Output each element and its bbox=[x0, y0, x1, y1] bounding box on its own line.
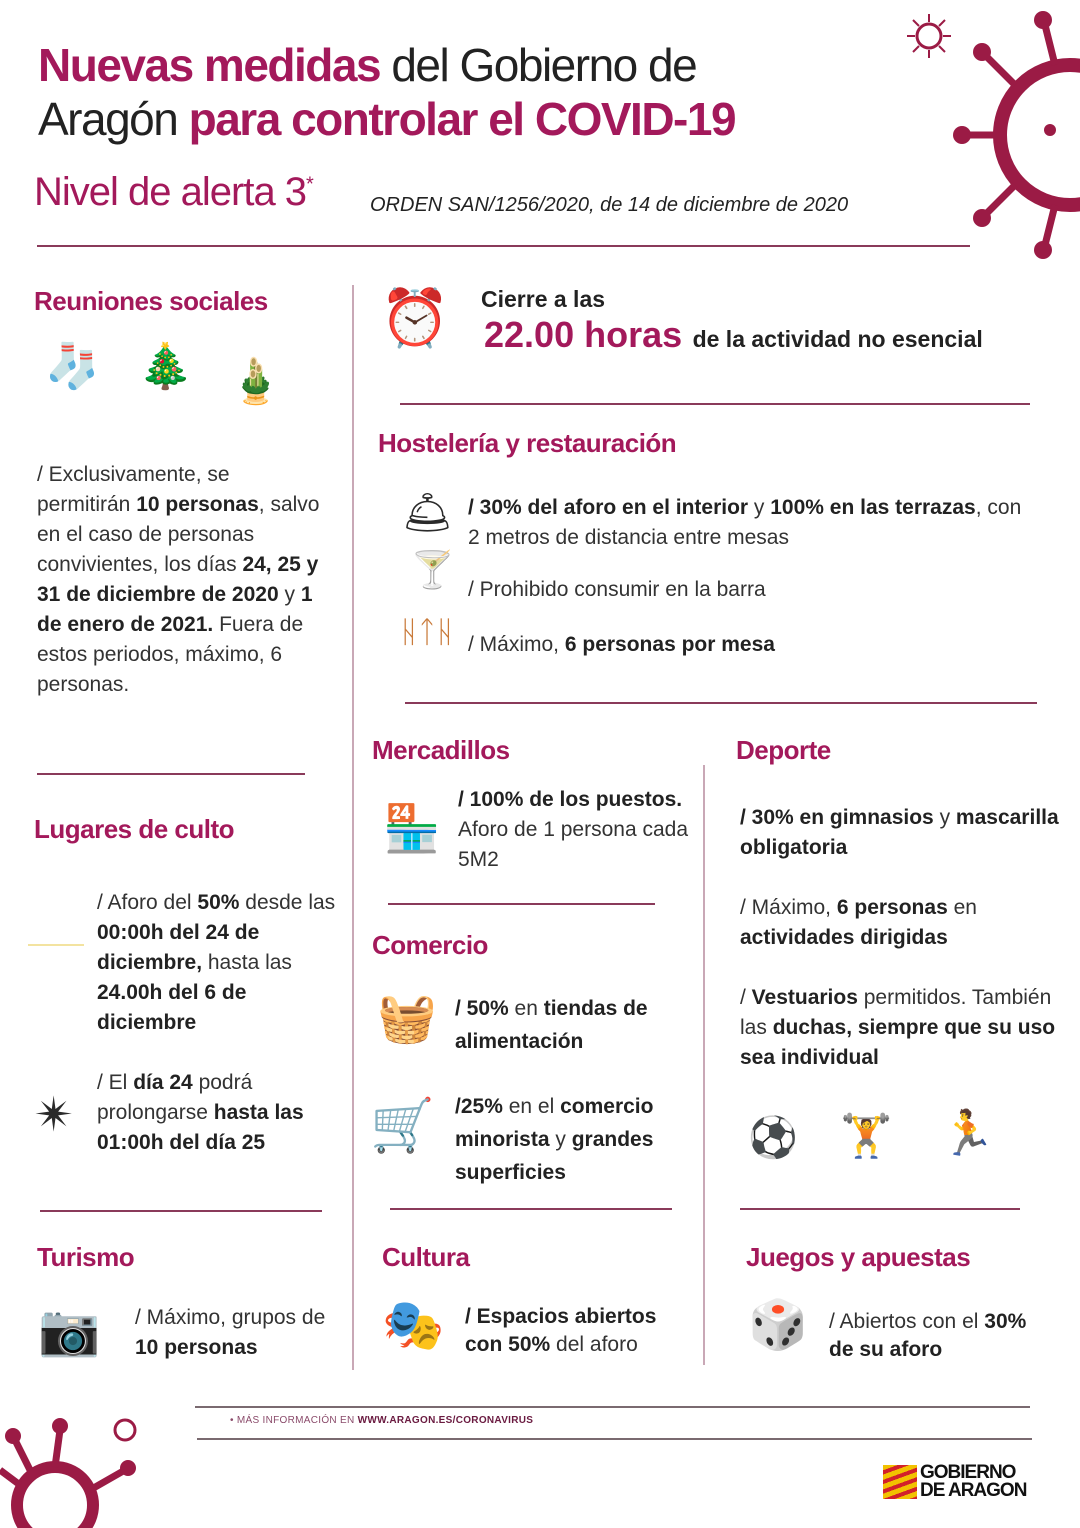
theater-masks-icon: 🎭 bbox=[382, 1297, 445, 1353]
emphasis-text: / 30% en gimnasios bbox=[740, 806, 934, 829]
text-segment: hasta las bbox=[202, 951, 292, 974]
logo-line-1: GOBIERNO bbox=[920, 1462, 1016, 1483]
deporte-item-3 bbox=[740, 983, 1060, 1073]
section-title-hosteleria: Hostelería y restauración bbox=[378, 428, 677, 458]
emphasis-text: 30% de su aforo bbox=[829, 1310, 1027, 1361]
emphasis-text: para controlar el COVID-19 bbox=[188, 93, 736, 145]
text-segment: Aforo de 1 persona cada 5M2 bbox=[458, 818, 688, 871]
text-segment: y bbox=[933, 806, 956, 829]
section-title-reuniones: Reuniones sociales bbox=[34, 286, 268, 316]
christmas-tree-icon: 🎄 bbox=[138, 342, 193, 391]
weightlifting-icon: 🏋 bbox=[840, 1112, 893, 1159]
cultura-text bbox=[465, 1303, 695, 1359]
text-segment: en bbox=[508, 997, 544, 1020]
emphasis-text: 10 personas bbox=[136, 493, 259, 516]
emphasis-text: 00:00h del 24 de diciembre, bbox=[97, 921, 260, 974]
mercadillos-text bbox=[458, 785, 688, 875]
virus-illustration-top bbox=[940, 0, 1080, 260]
text-segment: en bbox=[947, 896, 977, 919]
more-info-label: MÁS INFORMACIÓN EN bbox=[236, 1415, 358, 1426]
section-title-comercio: Comercio bbox=[372, 930, 488, 960]
text-segment: del Gobierno de bbox=[380, 39, 697, 91]
more-info: • MÁS INFORMACIÓN EN WWW.ARAGON.ES/CORONAVIRUS bbox=[230, 1415, 534, 1426]
text-segment: , con 2 metros de distancia entre mesas bbox=[468, 496, 1022, 549]
footer-divider-top bbox=[195, 1406, 1030, 1408]
divider bbox=[388, 903, 655, 905]
divider bbox=[390, 1208, 672, 1210]
ornament-icon: 🎍 bbox=[228, 357, 283, 406]
text-segment: / Máximo, bbox=[740, 896, 837, 919]
table-chairs-icon: ᚺᛏᚺ bbox=[400, 616, 454, 649]
divider bbox=[40, 1210, 322, 1212]
juegos-text bbox=[829, 1308, 1049, 1364]
sparkle-icon bbox=[28, 944, 84, 946]
emphasis-text: / 100% de los puestos. bbox=[458, 788, 683, 811]
small-virus-icon bbox=[905, 12, 953, 60]
text-segment: / Aforo del bbox=[97, 891, 198, 914]
stocking-icon: 🧦 bbox=[45, 342, 100, 391]
emphasis-text: hasta las 01:00h del día 25 bbox=[97, 1101, 304, 1154]
text-segment: permitidos. También las bbox=[740, 986, 1052, 1039]
emphasis-text: comercio minorista bbox=[455, 1095, 654, 1151]
emphasis-text: duchas, siempre que su uso sea individual bbox=[740, 1016, 1056, 1069]
alarm-clock-icon: ⏰ bbox=[380, 286, 450, 349]
divider bbox=[740, 1208, 1020, 1210]
turismo-text bbox=[135, 1303, 335, 1363]
emphasis-text: /25% bbox=[455, 1095, 503, 1118]
section-title-turismo: Turismo bbox=[37, 1242, 135, 1272]
emphasis-text: / Espacios abiertos con 50% bbox=[465, 1305, 657, 1356]
hosteleria-item-2 bbox=[468, 575, 1038, 605]
poker-chips-icon: 🎲 bbox=[748, 1299, 808, 1352]
text-segment: / bbox=[740, 986, 752, 1009]
emphasis-text: 10 personas bbox=[135, 1336, 258, 1359]
star-icon: ✴ bbox=[34, 1089, 75, 1142]
footer-divider-bottom bbox=[197, 1438, 1032, 1440]
soccer-ball-icon: ⚽ bbox=[748, 1116, 798, 1160]
market-stall-icon: 🏪 bbox=[383, 802, 441, 854]
section-title-deporte: Deporte bbox=[736, 735, 831, 765]
header-divider bbox=[37, 245, 970, 247]
section-title-juegos: Juegos y apuestas bbox=[746, 1242, 971, 1272]
order-reference: ORDEN SAN/1256/2020, de 14 de diciembre de 2020 bbox=[370, 194, 849, 216]
divider bbox=[37, 773, 305, 775]
shopping-cart-icon: 🛒 bbox=[370, 1097, 435, 1155]
emphasis-text: grandes superficies bbox=[455, 1128, 654, 1184]
emphasis-text: Vestuarios bbox=[751, 986, 858, 1009]
hosteleria-item-1 bbox=[468, 493, 1038, 553]
logo-line-2: DE ARAGON bbox=[920, 1480, 1027, 1501]
comercio-item-2 bbox=[455, 1090, 700, 1189]
text-segment: / Máximo, grupos de bbox=[135, 1306, 326, 1329]
cocktail-icon: 🍸 bbox=[410, 549, 455, 590]
logo-text bbox=[920, 1464, 1026, 1500]
aragon-flag-icon bbox=[883, 1465, 917, 1499]
hosteleria-item-3 bbox=[468, 630, 1038, 660]
text-segment: / Prohibido consumir en la barra bbox=[468, 578, 766, 601]
text-segment: y bbox=[278, 583, 301, 606]
column-divider-left bbox=[352, 285, 354, 1370]
emphasis-text: 100% en las terrazas bbox=[770, 496, 976, 519]
virus-illustration-bottom bbox=[0, 1410, 160, 1528]
main-title bbox=[38, 38, 898, 146]
text-segment: del aforo bbox=[550, 1333, 638, 1356]
text-segment: / Exclusivamente, se permitirán bbox=[37, 463, 230, 516]
curfew-pre: Cierre a las bbox=[481, 286, 606, 312]
emphasis-text: 1 de enero de 2021. bbox=[37, 583, 313, 636]
emphasis-text: 6 personas por mesa bbox=[564, 633, 775, 656]
emphasis-text: actividades dirigidas bbox=[740, 926, 948, 949]
section-title-culto: Lugares de culto bbox=[34, 814, 235, 844]
text-segment: y bbox=[748, 496, 771, 519]
comercio-item-1 bbox=[455, 992, 695, 1058]
cloche-icon: 🛎 bbox=[402, 491, 453, 535]
emphasis-text: Nuevas medidas bbox=[38, 39, 381, 91]
reuniones-text bbox=[37, 460, 327, 700]
deporte-item-2 bbox=[740, 893, 1060, 953]
divider bbox=[405, 702, 1037, 704]
column-divider-right bbox=[703, 765, 705, 1365]
section-title-mercadillos: Mercadillos bbox=[372, 735, 510, 765]
alert-asterisk: * bbox=[306, 173, 313, 196]
camera-icon: 📷 bbox=[38, 1302, 101, 1358]
curfew-time: 22.00 horas bbox=[484, 314, 683, 355]
text-segment: / El bbox=[97, 1071, 134, 1094]
culto-item-2 bbox=[97, 1068, 337, 1158]
emphasis-text: 24, 25 y 31 de diciembre de 2020 bbox=[37, 553, 319, 606]
emphasis-text: tiendas de alimentación bbox=[455, 997, 648, 1053]
text-segment: en el bbox=[502, 1095, 561, 1118]
runner-icon: 🏃 bbox=[940, 1109, 995, 1158]
emphasis-text: mascarilla obligatoria bbox=[740, 806, 1059, 859]
food-basket-icon: 🧺 bbox=[377, 992, 437, 1045]
emphasis-text: / 30% del aforo en el interior bbox=[468, 496, 749, 519]
emphasis-text: 6 personas bbox=[836, 896, 948, 919]
deporte-item-1 bbox=[740, 803, 1060, 863]
text-segment: y bbox=[549, 1128, 572, 1151]
text-segment: desde las bbox=[239, 891, 336, 914]
text-segment: / Máximo, bbox=[468, 633, 565, 656]
culto-item-1 bbox=[97, 888, 345, 1038]
text-segment: / Abiertos con el bbox=[829, 1310, 985, 1333]
alert-level bbox=[34, 170, 313, 215]
divider bbox=[400, 403, 1030, 405]
emphasis-text: día 24 bbox=[133, 1071, 193, 1094]
more-info-link[interactable]: WWW.ARAGON.ES/CORONAVIRUS bbox=[357, 1415, 534, 1426]
emphasis-text: 24.00h del 6 de diciembre bbox=[97, 981, 247, 1034]
text-segment: Fuera de estos periodos, máximo, 6 personas. bbox=[37, 613, 304, 696]
text-segment: podrá prolongarse bbox=[97, 1071, 253, 1124]
alert-level-text: Nivel de alerta 3 bbox=[34, 170, 307, 214]
text-segment: , salvo en el caso de personas convivientes, los días bbox=[37, 493, 320, 576]
section-title-cultura: Cultura bbox=[382, 1242, 470, 1272]
text-segment: Aragón bbox=[38, 93, 189, 145]
title-line-1 bbox=[38, 38, 898, 92]
gobierno-aragon-logo bbox=[883, 1464, 1026, 1500]
curfew-post: de la actividad no esencial bbox=[692, 326, 983, 352]
emphasis-text: / 50% bbox=[455, 997, 509, 1020]
emphasis-text: 50% bbox=[197, 891, 240, 914]
curfew-line bbox=[484, 314, 983, 356]
title-line-2 bbox=[38, 92, 898, 146]
